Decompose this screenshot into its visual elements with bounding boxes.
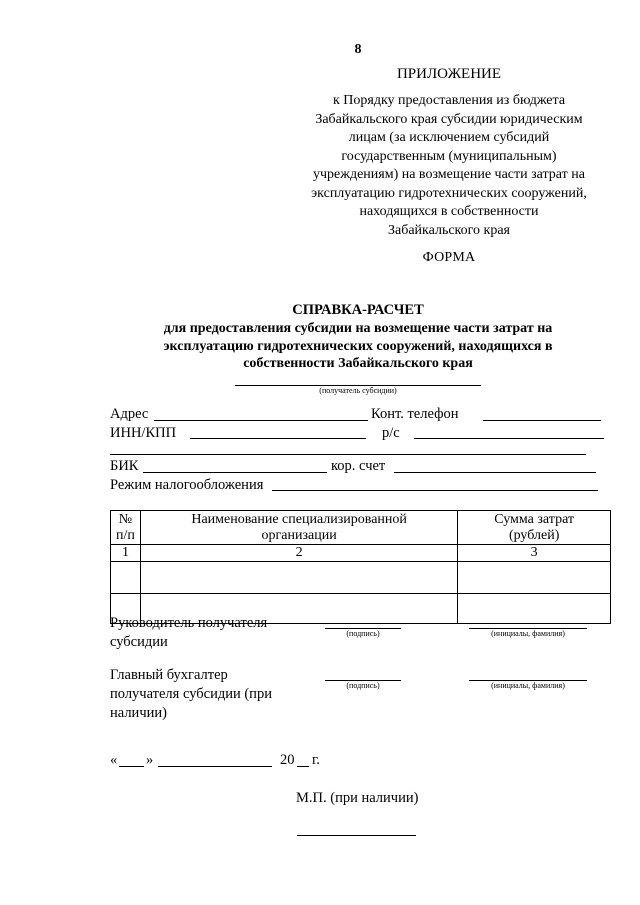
table-cell[interactable] — [111, 562, 141, 594]
tax-regime-field[interactable] — [272, 490, 598, 491]
document-title: СПРАВКА-РАСЧЕТ — [292, 302, 424, 318]
table-cell: 1 — [111, 545, 141, 562]
appendix-line: к Порядку предоставления из бюджета — [332, 93, 566, 108]
recipient-caption: (получатель субсидии) — [319, 386, 397, 395]
account-field[interactable] — [414, 438, 604, 439]
corr-account-field[interactable] — [394, 472, 596, 473]
signature-caption: (подпись) — [346, 629, 380, 638]
bik-field[interactable] — [143, 472, 327, 473]
date-year-suffix: г. — [312, 752, 320, 768]
appendix-title: ПРИЛОЖЕНИЕ — [396, 66, 502, 82]
accountant-signature-label: Главный бухгалтер получателя субсидии (при наличии) — [110, 667, 272, 721]
date-close-quote: » — [146, 752, 154, 768]
table-cell[interactable] — [458, 562, 611, 594]
table-cell: 3 — [458, 545, 611, 562]
date-month-field[interactable] — [158, 766, 272, 767]
table-header-cell: Сумма затрат (рублей) — [458, 511, 611, 545]
appendix-line: учреждениям) на возмещение части затрат на — [313, 167, 585, 182]
date-open-quote: « — [110, 752, 118, 768]
appendix-line: государственным (муниципальным) — [341, 148, 557, 164]
table-header-cell: Наименование специализированной организации — [140, 511, 457, 545]
appendix-line: эксплуатацию гидротехнических сооружений, — [311, 185, 587, 201]
table-cell[interactable] — [140, 562, 457, 594]
phone-label: Конт. телефон — [371, 406, 459, 422]
table-header-row — [111, 511, 611, 545]
corr-account-label: кор. счет — [331, 458, 386, 474]
name-caption: (инициалы, фамилия) — [491, 629, 565, 638]
table-cell: 2 — [140, 545, 457, 562]
phone-field[interactable] — [483, 420, 601, 421]
stamp-label: М.П. (при наличии) — [296, 790, 419, 806]
head-signature-label: Руководитель получателя субсидии — [110, 615, 268, 650]
address-field[interactable] — [154, 420, 368, 421]
subtitle-line: эксплуатацию гидротехнических сооружений, находящихся в — [163, 338, 553, 354]
appendix-text — [279, 92, 619, 240]
appendix-line: Забайкальского края — [387, 222, 510, 238]
table-header-cell: № п/п — [111, 511, 141, 545]
tax-regime-label: Режим налогообложения — [110, 477, 264, 493]
inn-kpp-label: ИНН/КПП — [110, 425, 177, 441]
name-caption: (инициалы, фамилия) — [491, 681, 565, 690]
subtitle-line: для предоставления субсидии на возмещение части затрат на — [163, 321, 553, 336]
account-label: р/с — [382, 425, 400, 441]
subtitle-line: собственности Забайкальского края — [243, 356, 473, 371]
table-cell[interactable] — [458, 594, 611, 624]
table-number-row — [111, 545, 611, 562]
appendix-line: Забайкальского края субсидии юридическим — [315, 111, 583, 127]
form-label: ФОРМА — [422, 250, 476, 265]
costs-table — [110, 510, 611, 624]
appendix-line: лицам (за исключением субсидий — [348, 130, 550, 145]
page-number: 8 — [354, 42, 362, 57]
date-year-field[interactable] — [297, 766, 309, 767]
stamp-line[interactable] — [297, 835, 416, 836]
table-row — [111, 562, 611, 594]
appendix-line: находящихся в собственности — [359, 204, 539, 219]
inn-kpp-field[interactable] — [190, 438, 366, 439]
signature-caption: (подпись) — [346, 681, 380, 690]
date-year-prefix: 20 — [280, 752, 295, 768]
document-subtitle — [130, 320, 586, 373]
blank-line[interactable] — [110, 454, 586, 455]
address-label: Адрес — [110, 406, 149, 422]
date-day-field[interactable] — [119, 766, 144, 767]
bik-label: БИК — [110, 458, 139, 474]
